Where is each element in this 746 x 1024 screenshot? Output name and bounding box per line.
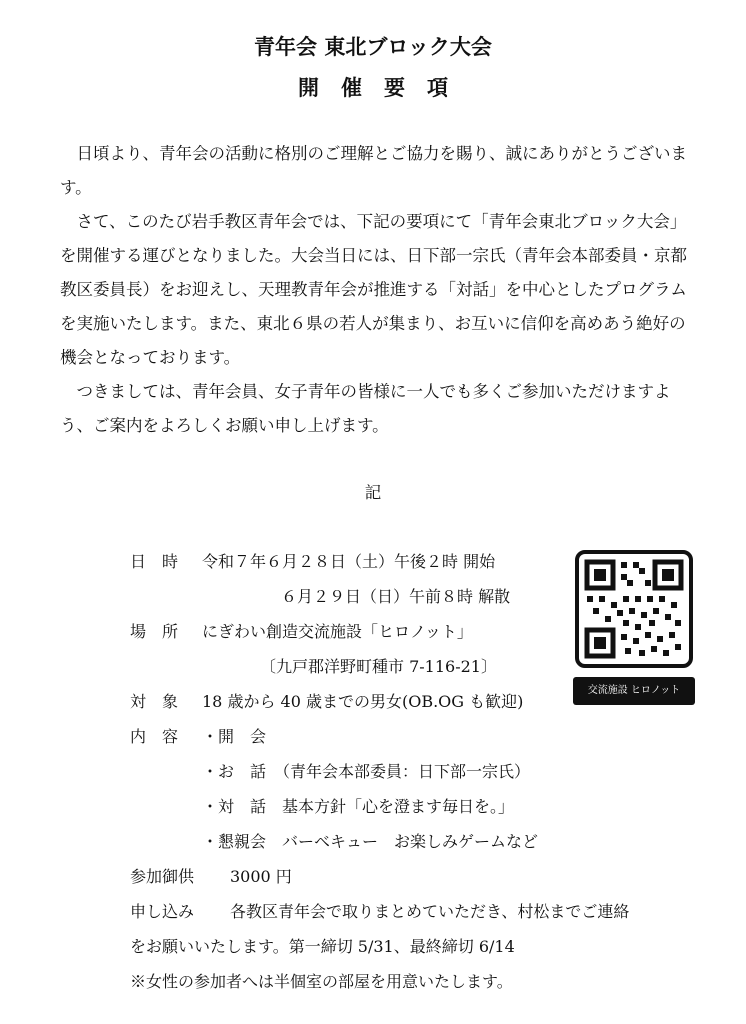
announcement-paragraph: さて、このたび岩手教区青年会では、下記の要項にて「青年会東北ブロック大会」を開催する運びとなりました。大会当日には、日下部一宗氏（青年会本部委員・京都教区委員長）をお迎えし、天理教青年会が推進する「対話」を中心としたプログラムを実施いたします。また、東北６県の若人が集まり、お互いに信仰を高めあう絶好の機会となっております。: [60, 212, 687, 367]
apply-text: 各教区青年会で取りまとめていただき、村松までご連絡: [230, 902, 630, 921]
document-subtitle: 開催要項: [298, 76, 470, 100]
document-title: 青年会 東北ブロック大会: [254, 35, 492, 59]
qr-code-icon: [579, 554, 689, 664]
target-label: 対 象: [130, 692, 179, 711]
place-row: [130, 619, 473, 645]
request-paragraph: つきましては、青年会員、女子青年の皆様に一人でも多くご参加いただけますよう、ご案内をよろしくお願い申し上げます。: [60, 382, 671, 435]
apply-row: [130, 899, 629, 925]
ki-heading: 記: [364, 483, 382, 502]
greeting-paragraph: 日頃より、青年会の活動に格別のご理解とご協力を賜り、誠にありがとうございます。: [60, 144, 687, 197]
fee-row: [130, 864, 292, 890]
content-item: ・対 話 基本方針「心を澄ます毎日を。」: [202, 797, 515, 816]
qr-caption: 交流施設 ヒロノット: [573, 677, 695, 705]
fee-label: 参加御供: [130, 867, 195, 886]
qr-code[interactable]: [575, 550, 693, 668]
content-item: ・懇親会 バーベキュー お楽しみゲームなど: [202, 832, 539, 851]
date-end: ６月２９日（日）午前８時 解散: [281, 587, 511, 606]
note-text: ※女性の参加者へは半個室の部屋を用意いたします。: [130, 972, 513, 991]
content-item: ・お 話 （青年会本部委員：日下部一宗氏）: [202, 762, 531, 781]
place-name: にぎわい創造交流施設「ヒロノット」: [202, 622, 473, 641]
date-label: 日 時: [130, 552, 179, 571]
target-value: 18 歳から 40 歳までの男女(OB.OG も歓迎): [202, 692, 524, 711]
content-row: [130, 724, 266, 750]
apply-label: 申し込み: [130, 902, 195, 921]
fee-value: 3000 円: [230, 867, 292, 886]
content-label: 内 容: [130, 727, 179, 746]
place-address: 〔九戸郡洋野町種市 7-116-21〕: [260, 657, 497, 676]
apply-deadline: をお願いいたします。第一締切 5/31、最終締切 6/14: [130, 937, 515, 956]
date-start: 令和７年６月２８日（土）午後２時 開始: [202, 552, 496, 571]
place-label: 場 所: [130, 622, 179, 641]
content-item: ・開 会: [202, 727, 267, 746]
target-row: [130, 689, 523, 715]
date-row: [130, 549, 495, 575]
